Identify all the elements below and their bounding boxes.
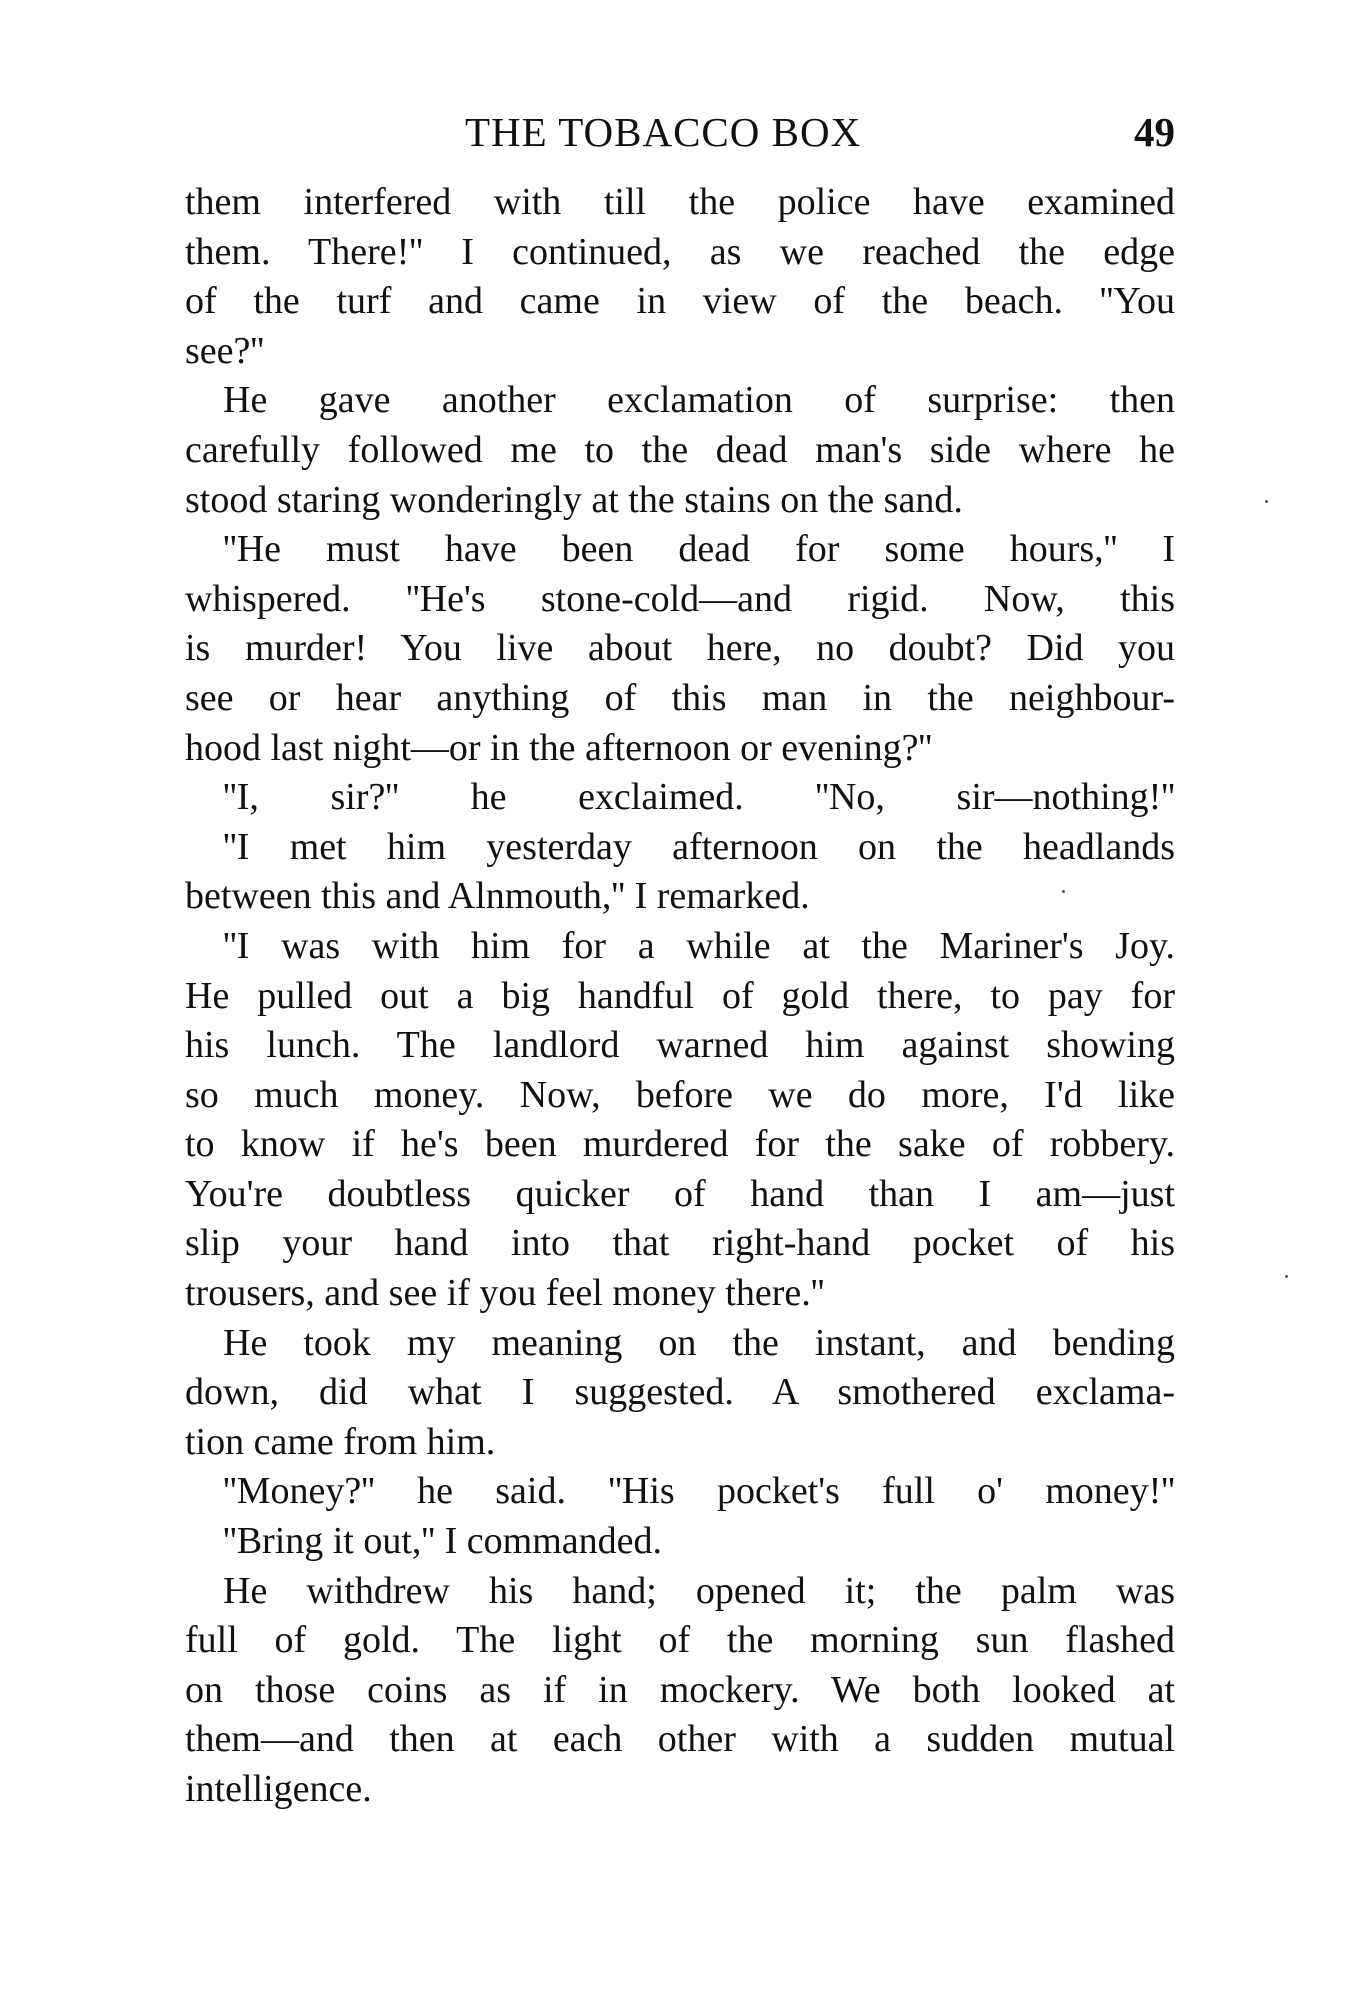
text-line: his lunch. The landlord warned him against showing — [185, 1024, 1175, 1067]
text-line: whispered. ''He's stone-cold—and rigid. Now, this — [185, 577, 1175, 620]
text-line: He withdrew his hand; opened it; the palm was — [223, 1569, 1175, 1612]
text-line: intelligence. — [185, 1768, 372, 1810]
text-line: ''I met him yesterday afternoon on the headlands — [223, 825, 1175, 868]
text-line: trousers, and see if you feel money there.'' — [185, 1272, 825, 1315]
text-line: stood staring wonderingly at the stains on the sand. — [185, 478, 963, 521]
text-line: ''Bring it out,'' I commanded. — [223, 1520, 662, 1563]
text-line: He pulled out a big handful of gold there, to pay for — [185, 974, 1175, 1017]
text-line: slip your hand into that right-hand pocket of his — [185, 1222, 1175, 1265]
text-line: them interfered with till the police have examined — [185, 181, 1175, 223]
speck — [1265, 500, 1268, 503]
text-line: ''He must have been dead for some hours,'' I — [223, 528, 1175, 571]
text-line: full of gold. The light of the morning sun flashed — [185, 1619, 1175, 1662]
text-line: down, did what I suggested. A smothered exclama- — [185, 1371, 1175, 1414]
page-number: 49 — [1134, 109, 1175, 155]
text-line: of the turf and came in view of the beach. ''You — [185, 280, 1175, 323]
text-line: see?'' — [185, 329, 265, 372]
text-line: between this and Alnmouth,'' I remarked. — [185, 875, 810, 918]
text-line: so much money. Now, before we do more, I'd like — [185, 1073, 1175, 1116]
text-line: ''Money?'' he said. ''His pocket's full o' money!'' — [223, 1470, 1175, 1513]
text-line: them. There!'' I continued, as we reached the edge — [185, 230, 1175, 273]
text-line: see or hear anything of this man in the neighbour- — [185, 676, 1175, 719]
text-line: ''I was with him for a while at the Mariner's Joy. — [223, 924, 1175, 967]
text-line: to know if he's been murdered for the sake of robbery. — [185, 1123, 1175, 1166]
text-line: carefully followed me to the dead man's side where he — [185, 428, 1175, 471]
text-line: them—and then at each other with a sudden mutual — [185, 1718, 1175, 1761]
running-title: THE TOBACCO BOX — [465, 109, 862, 155]
text-line: is murder! You live about here, no doubt? Did you — [185, 627, 1175, 670]
text-line: hood last night—or in the afternoon or evening?'' — [185, 726, 933, 769]
text-line: He gave another exclamation of surprise: then — [223, 379, 1175, 422]
speck — [1062, 890, 1065, 893]
speck — [1285, 1275, 1288, 1278]
text-line: tion came from him. — [185, 1420, 496, 1463]
text-line: He took my meaning on the instant, and bending — [223, 1321, 1175, 1364]
text-line: on those coins as if in mockery. We both looked at — [185, 1668, 1175, 1711]
text-line: You're doubtless quicker of hand than I am—just — [185, 1172, 1175, 1215]
body-text — [185, 178, 1175, 1815]
page-header — [185, 108, 1175, 168]
text-line: ''I, sir?'' he exclaimed. ''No, sir—nothing!'' — [223, 776, 1175, 819]
